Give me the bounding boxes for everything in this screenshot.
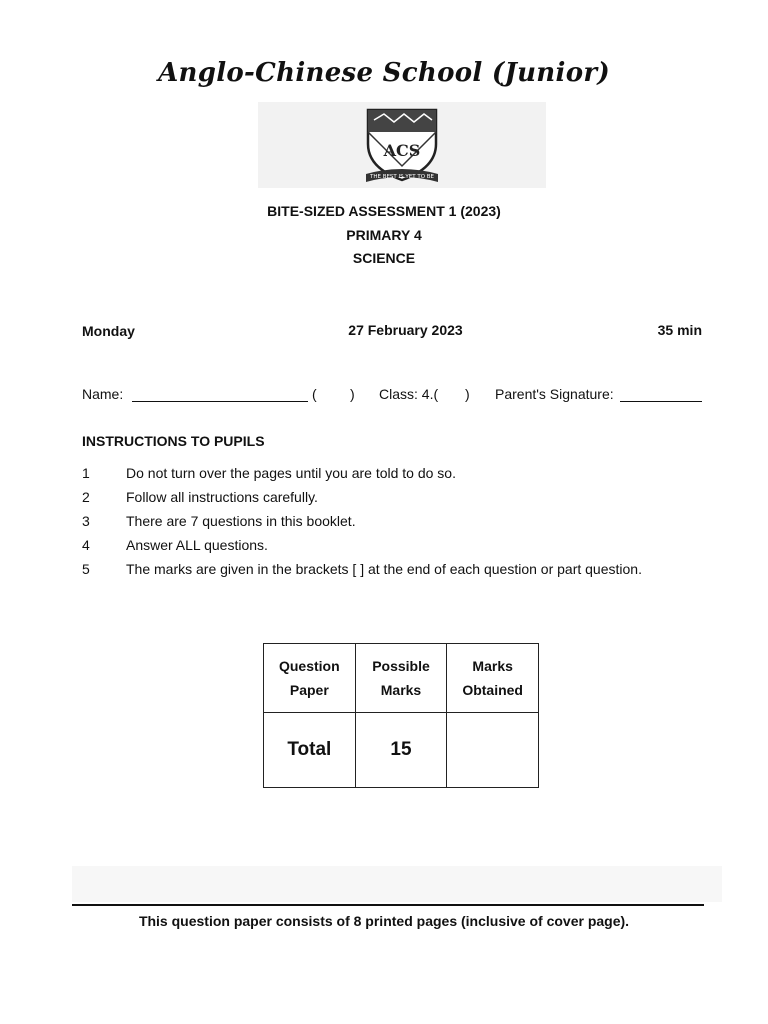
name-field[interactable] [132, 401, 308, 402]
subject-title: SCIENCE [352, 250, 416, 266]
level-title: PRIMARY 4 [346, 227, 422, 243]
instruction-text: Follow all instructions carefully. [126, 489, 318, 505]
total-label: Total [264, 713, 356, 788]
signature-label: Parent's Signature: [495, 386, 614, 402]
header-question-paper [264, 644, 356, 713]
header-line: Obtained [462, 682, 523, 698]
header-line: Marks [380, 682, 422, 698]
header-line: Question [278, 658, 340, 674]
instruction-number: 5 [82, 561, 90, 577]
page-count-note: This question paper consists of 8 printed pages (inclusive of cover page). [138, 913, 630, 929]
footer-divider [72, 904, 704, 906]
instruction-text: Do not turn over the pages until you are told to do so. [126, 465, 456, 481]
school-name: Anglo-Chinese School (Junior) [158, 58, 610, 88]
instruction-number: 3 [82, 513, 90, 529]
school-crest-icon [358, 104, 446, 186]
header-line: Marks [472, 658, 513, 674]
exam-date: 27 February 2023 [348, 322, 463, 338]
crest-motto: THE BEST IS YET TO BE [369, 174, 435, 180]
header-marks-obtained [447, 644, 539, 713]
crest-area [258, 102, 546, 188]
header-line: Paper [289, 682, 329, 698]
name-label: Name: [82, 386, 124, 402]
header-line: Possible [372, 658, 430, 674]
assessment-title: BITE-SIZED ASSESSMENT 1 (2023) [267, 203, 501, 219]
instructions-heading: INSTRUCTIONS TO PUPILS [82, 433, 265, 449]
marks-obtained-cell[interactable] [447, 713, 539, 788]
instruction-text: There are 7 questions in this booklet. [126, 513, 356, 529]
marks-table [263, 643, 539, 788]
instruction-number: 2 [82, 489, 90, 505]
class-label: Class: 4.( [379, 386, 439, 402]
index-bracket-close: ) [350, 386, 355, 402]
exam-duration: 35 min [657, 322, 702, 338]
instruction-number: 1 [82, 465, 90, 481]
instruction-text: Answer ALL questions. [126, 537, 268, 553]
index-bracket-open: ( [312, 386, 317, 402]
footer-band [72, 866, 722, 902]
instruction-number: 4 [82, 537, 90, 553]
signature-field[interactable] [620, 401, 702, 402]
class-bracket-close: ) [465, 386, 470, 402]
crest-initials: ACS [383, 141, 421, 160]
exam-day: Monday [82, 323, 135, 339]
possible-marks-value: 15 [355, 713, 447, 788]
header-possible-marks [355, 644, 447, 713]
instruction-text: The marks are given in the brackets [ ] at the end of each question or part question. [126, 561, 642, 577]
